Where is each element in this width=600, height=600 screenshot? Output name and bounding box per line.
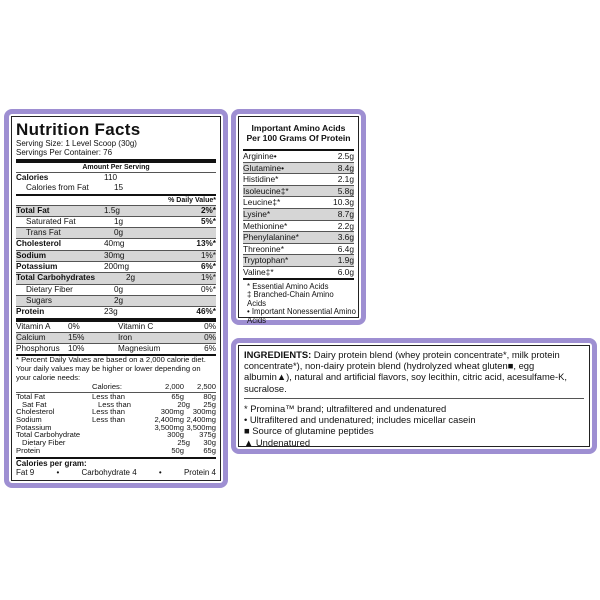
amino-title-line2: Per 100 Grams Of Protein [246, 133, 351, 143]
ingredients-note: • Ultrafiltered and undenatured; includes micellar casein [244, 414, 476, 426]
ingredients-body: Dairy protein blend (whey protein concentrate*, milk protein concentrate*), non-dairy protein blend (hydrolyzed wheat gluten■, egg albumin▲), natural and artificial flavors, soy lecithin, citric acid, acesulfame-K, sucralose. [244, 349, 567, 394]
servings-per-container: Servings Per Container: 76 [16, 148, 113, 157]
nutrient-row: Saturated Fat 1g 5%* [16, 216, 216, 227]
nutrient-row: Protein 23g 46%* [16, 307, 216, 317]
vitamin-row: Calcium 15% Iron 0% [16, 332, 216, 342]
nutrient-row: Potassium 200mg 6%* [16, 262, 216, 272]
amino-note: * Essential Amino Acids [247, 281, 329, 291]
calories-value: 110 [104, 173, 118, 182]
amount-per-serving: Amount Per Serving [82, 164, 150, 171]
amino-table [243, 151, 354, 278]
nutrient-row: Sodium 30mg 1%* [16, 250, 216, 260]
dv-table-row: Sodium Less than 2,400mg 2,400mg [16, 415, 216, 425]
nutrient-row: Trans Fat 0g [16, 227, 216, 238]
nutrition-facts-panel [4, 109, 228, 488]
amino-row: Methionine* 2.2g [243, 220, 354, 231]
calories-fat-value: 15 [114, 183, 124, 193]
amino-row: Leucine‡* 10.3g [243, 197, 354, 208]
nutrition-facts-box [11, 116, 221, 481]
nutrition-title: Nutrition Facts [16, 120, 141, 139]
ingredients-label: INGREDIENTS: [244, 349, 312, 360]
dv-table [16, 393, 216, 455]
amino-row: Histidine* 2.1g [243, 174, 354, 185]
amino-row: Isoleucine‡* 5.8g [243, 185, 354, 196]
ingredients-note: ▲ Undenatured [244, 436, 311, 448]
dv-table-row: Dietary Fiber 25g 30g [22, 438, 216, 448]
amino-row: Valine‡* 6.0g [243, 266, 354, 277]
amino-note: ‡ Branched-Chain Amino Acids [247, 290, 334, 308]
amino-title-line1: Important Amino Acids [251, 123, 346, 133]
dv-table-row: Total Carbohydrate 300g 375g [16, 430, 216, 440]
amino-row: Tryptophan* 1.9g [243, 255, 354, 266]
serving-size: Serving Size: 1 Level Scoop (30g) [16, 139, 137, 148]
nutrient-row: Cholesterol 40mg 13%* [16, 239, 216, 249]
dv-table-header: Calories: 2,000 2,500 [92, 382, 216, 392]
daily-value-header: % Daily Value* [168, 196, 216, 204]
amino-row: Phenylalanine* 3.6g [243, 232, 354, 243]
amino-acids-box [238, 116, 359, 325]
vitamin-row: Vitamin A 0% Vitamin C 0% [16, 321, 216, 331]
dv-table-row: Total Fat Less than 65g 80g [16, 391, 216, 401]
ingredients-box [238, 345, 590, 447]
amino-row: Threonine* 6.4g [243, 243, 354, 254]
amino-row: Arginine• 2.5g [243, 151, 354, 161]
amino-row: Lysine* 8.7g [243, 208, 354, 219]
nutrient-row: Sugars 2g [16, 295, 216, 306]
ingredients-text [244, 349, 584, 394]
daily-value-footnote: * Percent Daily Values are based on a 2,000 calorie diet. Your daily values may be higher or lower depending on your calorie needs: [16, 355, 206, 382]
dv-table-row: Sat Fat Less than 20g 25g [22, 399, 216, 409]
calories-label: Calories [16, 173, 49, 182]
calories-row [16, 172, 216, 183]
ingredients-panel [231, 338, 597, 454]
dv-table-row: Potassium 3,500mg 3,500mg [16, 422, 216, 432]
calories-fat-row [16, 183, 216, 193]
amino-note: • Important Nonessential Amino Acids [247, 307, 356, 325]
nutrient-row: Total Fat 1.5g 2%* [16, 205, 216, 215]
nutrient-row: Total Carbohydrates 2g 1%* [16, 273, 216, 283]
calories-fat-label: Calories from Fat [26, 183, 89, 193]
vitamin-row: Phosphorus 10% Magnesium 6% [16, 344, 216, 354]
amino-row: Glutamine• 8.4g [243, 162, 354, 173]
dv-table-row: Protein 50g 65g [16, 445, 216, 455]
ingredients-note: ■ Source of glutamine peptides [244, 425, 374, 437]
calories-per-gram-row: Fat 9 • Carbohydrate 4 • Protein 4 [16, 467, 216, 477]
dv-table-row: Cholesterol Less than 300mg 300mg [16, 407, 216, 417]
nutrient-row: Dietary Fiber 0g 0%* [16, 284, 216, 295]
ingredients-note: * Promina™ brand; ultrafiltered and undenatured [244, 402, 447, 414]
calories-per-gram-label: Calories per gram: [16, 458, 87, 468]
amino-acids-panel [231, 109, 366, 325]
